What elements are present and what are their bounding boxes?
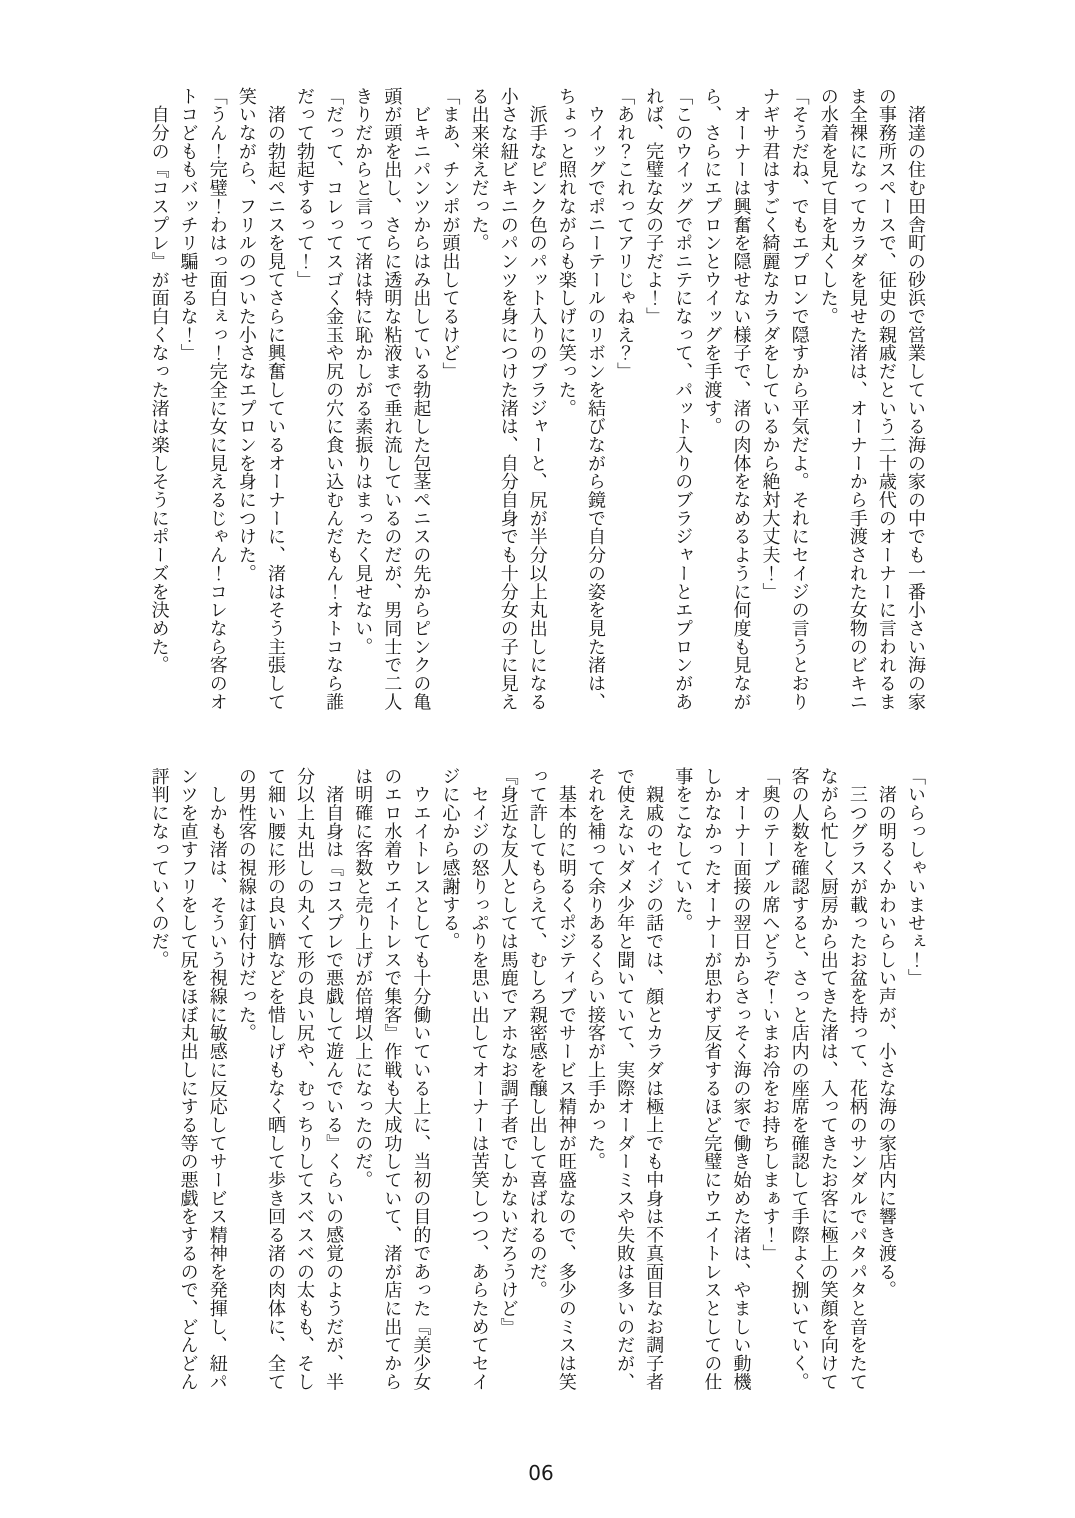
text-line: 頭が頭を出し、さらに透明な粘液まで垂れ流しているのだが、男同士で二人 [381,87,403,711]
text-line: 渚の勃起ペニスを見てさらに興奮しているオーナーに、渚はそう主張して [264,87,286,711]
text-line: 「あれ？これってアリじゃねえ？」 [614,87,636,381]
text-line: 「このウイッグでポニテになって、パット入りのブラジャーとエプロンがあ [672,87,694,711]
text-line: きりだからと言って渚は特に恥かしがる素振りはまったく見せない。 [352,87,374,656]
text-line: 「そうだね、でもエプロンで隠すから平気だよ。それにセイジの言うとおり [788,87,810,711]
text-line: それを補って余りあるくらい接客が上手かった。 [584,767,606,1171]
text-line: 「奥のテーブル席へどうぞ！いまお冷をお持ちしまぁす！」 [759,767,781,1263]
text-line: 「いらっしゃいませぇ！」 [905,767,926,988]
text-line: 自分の『コスプレ』が面白くなった渚は楽しそうにポーズを決めた。 [148,87,170,675]
text-line: オーナーは興奮を隠せない様子で、渚の肉体をなめるように何度も見なが [730,87,752,711]
text-line: 事をこなしていた。 [672,767,694,933]
text-line: 分以上丸出しの丸くて形の良い尻や、むっちりしてスベスベの太もも、そし [294,767,316,1391]
text-line: ら、さらにエプロンとウイッグを手渡す。 [701,87,723,436]
text-line: のエロ水着ウエイトレスで集客』作戦も大成功していて、渚が店に出てから [381,767,403,1391]
text-line: ナギサ君はすごく綺麗なカラダをしているから絶対大丈夫！」 [759,87,781,601]
text-line: 渚の明るくかわいらしい声が、小さな海の家店内に響き渡る。 [875,767,897,1300]
text-line: ンツを直すフリをして尻をほぼ丸出しにする等の悪戯をするので、どんどん [177,767,199,1391]
text-line: ウエイトレスとしても十分働いている上に、当初の目的であった『美少女 [410,767,432,1391]
text-line: 派手なピンク色のパット入りのブラジャーと、尻が半分以上丸出しになる [526,87,548,711]
text-line: で使えないダメ少年と聞いていて、実際オーダーミスや失敗は多いのだが、 [614,767,636,1391]
text-line: ジに心から感謝する。 [439,767,461,951]
text-line: 基本的に明るくポジティブでサービス精神が旺盛なので、多少のミスは笑 [555,767,577,1391]
text-line: 渚自身は『コスプレで悪戯して遊んでいる』くらいの感覚のようだが、半 [323,767,345,1391]
text-block-bottom [144,767,930,1391]
text-line: 「まあ、チンポが頭出してるけど」 [439,87,461,381]
text-line: ながら忙しく厨房から出てきた渚は、入ってきたお客に極上の笑顔を向けて [817,767,839,1391]
text-line: は明確に客数と売り上げが倍増以上になったのだ。 [352,767,374,1190]
text-line: 渚達の住む田舎町の砂浜で営業している海の家の中でも一番小さい海の家 [905,87,926,711]
text-line: 「だって、コレってスゴく金玉や尻の穴に食い込むんだもん！オトコなら誰 [323,87,345,711]
text-line: 『身近な友人としては馬鹿でアホなお調子者でしかないだろうけど』 [497,767,519,1336]
text-line: れば、完璧な女の子だよ！」 [643,87,665,326]
text-line: だって勃起するって！」 [294,87,316,289]
text-block-top [144,87,930,711]
text-line: しかなかったオーナーが思わず反省するほど完璧にウエイトレスとしての仕 [701,767,723,1391]
text-line: て細い腰に形の良い臍などを惜しげもなく晒して歩き回る渚の肉体に、全て [264,767,286,1391]
text-line: 評判になっていくのだ。 [148,767,170,969]
text-line: しかも渚は、そういう視線に敏感に反応してサービス精神を発揮し、紐パ [206,767,228,1391]
text-line: 親戚のセイジの話では、顔とカラダは極上でも中身は不真面目なお調子者 [643,767,665,1391]
text-line: の水着を見て目を丸くした。 [817,87,839,326]
text-line: トコどももバッチリ騙せるな！」 [177,87,199,363]
text-line: ビキニパンツからはみ出している勃起した包茎ペニスの先からピンクの亀 [410,87,432,711]
text-line: 三つグラスが載ったお盆を持って、花柄のサンダルでパタパタと音をたて [846,767,868,1391]
text-line: 小さな紐ビキニのパンツを身につけた渚は、自分自身でも十分女の子に見え [497,87,519,711]
text-line: オーナー面接の翌日からさっそく海の家で働き始めた渚は、やましい動機 [730,767,752,1391]
text-line: って許してもらえて、むしろ親密感を醸し出して喜ばれるのだ。 [526,767,548,1300]
text-line: 「うん！完璧！わはっ面白ぇっ！完全に女に見えるじゃん！コレなら客のオ [206,87,228,711]
text-line: る出来栄えだった。 [468,87,490,253]
text-line: 客の人数を確認すると、さっと店内の座席を確認して手際よく捌いていく。 [788,767,810,1391]
text-line: 笑いながら、フリルのついた小さなエプロンを身につけた。 [235,87,257,583]
text-line: の事務所スペースで、征史の親戚だという二十歳代のオーナーに言われるま [875,87,897,711]
text-line: ちょっと照れながらも楽しげに笑った。 [555,87,577,418]
text-line: セイジの怒りっぷりを思い出してオーナーは苦笑しつつ、あらためてセイ [468,767,490,1391]
text-line: ウイッグでポニーテールのリボンを結びながら鏡で自分の姿を見た渚は、 [584,87,606,711]
text-line: ま全裸になってカラダを見せた渚は、オーナーから手渡された女物のビキニ [846,87,868,711]
text-line: の男性客の視線は釘付けだった。 [235,767,257,1043]
page-number: 06 [528,1461,554,1485]
